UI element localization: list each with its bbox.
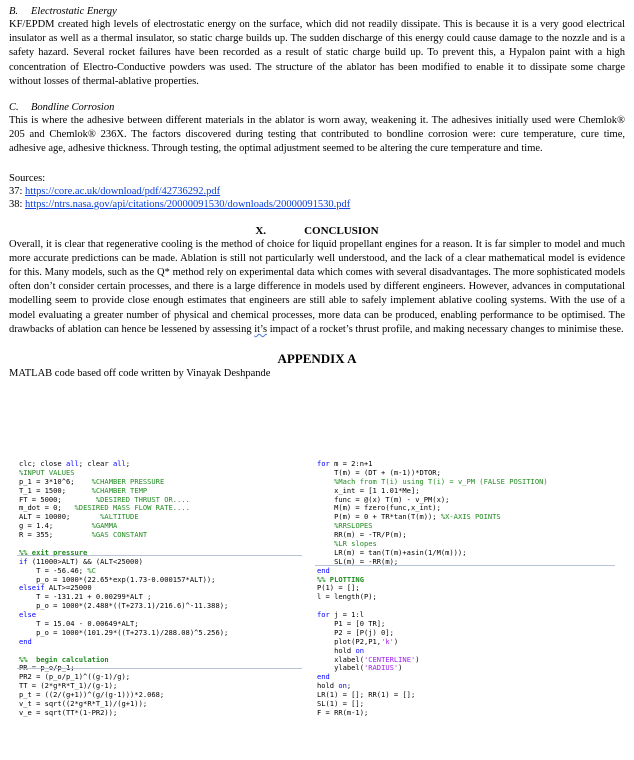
sources-label: Sources: [9, 172, 46, 184]
code-token: ) [415, 654, 420, 664]
source-link[interactable]: https://core.ac.uk/download/pdf/42736292.pdf [25, 185, 221, 197]
code-token: SL(1) = []; [317, 699, 364, 709]
code-token: p_t = ((2/(g+1))^(g/(g-1)))*2.068; [19, 690, 165, 700]
code-token: %% PLOTTING [317, 574, 364, 584]
section-c-paragraph: This is where the adhesive between different materials in the ablator is worn away, weakening it. The adhesives initially used were Chemlok® 205 and Chemlok® 236X. The factors discovered during testing that contributed to bondline corrosion were: cure temperature, cure time, adhesive age, adhesive thickness. Through testing, the optimal adjustment seemed to be altering the cure temperature and time. [9, 115, 625, 155]
code-section-divider [17, 668, 302, 669]
code-line [19, 638, 228, 647]
code-token: %X-AXIS POINTS [440, 512, 501, 522]
matlab-caption: MATLAB code based off code written by Vinayak Deshpande [9, 368, 271, 380]
code-token: else [19, 610, 37, 620]
conclusion-number: X. [255, 224, 267, 237]
code-token: %C [87, 565, 96, 575]
code-token: on [355, 645, 364, 655]
code-token: LR(m) = tan(T(m)+asin(1/M(m))); [317, 547, 467, 557]
code-token: TT = (2*g*R*T_1)/(g-1); [19, 681, 118, 691]
code-token: p_o = 1000*(2.488*((T+273.1)/216.6)^-11.388); [19, 601, 229, 611]
code-token: ) [393, 636, 399, 646]
code-line [19, 531, 228, 540]
code-token: %CHAMBER PRESSURE [91, 476, 165, 486]
section-b-title: Electrostatic Energy [31, 6, 117, 17]
code-token: 'CENTERLINE' [363, 654, 416, 664]
code-token: v_t = sqrt((2*g*R*T_1)/(g+1)); [19, 699, 148, 709]
section-c-title: Bondline Corrosion [31, 102, 115, 114]
code-token: T = -56.46; [19, 565, 88, 575]
source-number: 37: [9, 185, 23, 197]
code-token: j = 1:l [329, 610, 364, 620]
source-item [9, 185, 625, 198]
code-token: 'k' [381, 636, 394, 646]
code-token: m = 2:n+1 [329, 459, 373, 468]
conclusion-text-end: impact of a rocket’s thrust profile, and making necessary changes to minimise these. [267, 323, 624, 335]
code-token: m_dot = 0; [19, 503, 75, 513]
code-token: clc; close [19, 459, 66, 468]
code-token: elseif [19, 583, 45, 593]
code-token: end [19, 636, 32, 646]
code-token: %% begin calculation [19, 654, 109, 664]
code-token: SL(m) = -RR(m); [317, 556, 399, 566]
code-token: hold [317, 645, 356, 655]
code-token: ) [398, 663, 403, 673]
code-token: %LR slopes [334, 539, 377, 549]
code-line [317, 593, 548, 602]
code-token: p_o = 1000*(101.29*((T+273.1)/288.08)^5.256); [19, 627, 229, 637]
code-token: plot(P2,P1, [317, 636, 382, 646]
code-line [19, 602, 228, 611]
code-token: if [19, 556, 28, 566]
code-token: FT = 5000; [19, 494, 96, 504]
code-line [19, 629, 228, 638]
code-token [317, 477, 334, 486]
conclusion-text: Overall, it is clear that regenerative cooling is the method of choice for liquid propellant engines for a reason. It is far simpler to model and much more accurate predictions can be made. Ablation is still not particularly well understood, and the lack of a clear mathematical model is evidence for this. Many models, such as the Q* method rely on experimental data which comes with several disadvantages. The more sophisticated models often don’t consider certain processes, and there is a large difference in models used by different engineers. However, advances in computational modelling seem to provide close enough estimates that engineers are still able to safely implement ablative cooling systems. With the use of a model evaluating a greater number of physical and chemical processes, more data can be produced, enabling performance to be optimised. The drawbacks of ablation can hence be lessened by assessing [9, 238, 625, 335]
code-token: %Mach from T(i) using T(i) = v_PM (FALSE POSITION) [334, 476, 548, 486]
code-token: %GAS CONSTANT [91, 530, 148, 540]
code-token: P2 = [P(j) 0]; [317, 627, 394, 637]
code-token: p_1 = 3*10^6; [19, 476, 92, 486]
code-token: F = RR(m-1); [317, 707, 369, 717]
code-token: PR2 = (p_o/p_1)^((g-1)/g); [19, 672, 131, 682]
code-line [317, 709, 548, 718]
code-token: PR = p_o/p_1; [19, 663, 75, 673]
section-c-heading [9, 101, 625, 114]
code-token: %GAMMA [91, 521, 118, 531]
code-token: end [317, 672, 330, 682]
source-item [9, 198, 625, 211]
code-section-divider [17, 555, 302, 556]
code-token: T = -131.21 + 0.00299*ALT ; [19, 592, 152, 602]
code-token: ALT = 10000; [19, 512, 101, 522]
code-token: T_1 = 1500; [19, 485, 92, 495]
code-token: for [317, 459, 330, 468]
code-token: ; [346, 681, 352, 691]
code-token: x_int = [1 1.01*Me]; [317, 485, 420, 495]
code-token: LR(1) = []; RR(1) = []; [317, 690, 416, 700]
code-token: 'RADIUS' [363, 663, 399, 673]
code-token: end [317, 565, 330, 575]
code-line [317, 664, 548, 673]
code-token: %DESIRED THRUST OR.... [95, 494, 190, 504]
source-link[interactable]: https://ntrs.nasa.gov/api/citations/20000091530/downloads/20000091530.pdf [25, 198, 351, 210]
matlab-code-right-column [317, 460, 548, 718]
code-token: ylabel( [317, 663, 364, 673]
code-token: on [338, 681, 347, 691]
section-b-paragraph: KF/EPDM created high levels of electrostatic energy on the surface, which did not readily dissipate. This is because it is a very good electrical insulator as well as a thermal insulator, so static charge builds up. The sudden discharge of this energy could cause damage to the nozzle and is a safety hazard. Several rocket failures have been recorded as a result of static charge build up. To prevent this, a Hypalon paint with a high concentration of Electro-Conductive powders was used. The structure of the ablator has been modified to enable it to dissipate some charge without losses of thermal-ablative properties. [9, 19, 625, 87]
code-token: R = 355; [19, 530, 92, 540]
source-number: 38: [9, 198, 23, 210]
document-page [9, 0, 625, 380]
code-token: ALT>=25000 [44, 583, 92, 593]
code-token: l = length(P); [317, 592, 377, 602]
code-token: M(m) = fzero(func,x_int); [317, 503, 441, 513]
code-token: ; clear [78, 459, 113, 468]
code-token: for [317, 610, 330, 620]
section-b-number: B. [9, 6, 19, 17]
code-token [317, 521, 334, 530]
section-b-heading [9, 5, 625, 18]
code-token: hold [317, 681, 339, 691]
code-token: %RRSLOPES [334, 521, 373, 531]
code-token: ; [125, 459, 131, 468]
conclusion-paragraph [9, 238, 625, 337]
code-token: xlabel( [317, 654, 364, 664]
code-token: all [65, 459, 79, 468]
code-token [317, 539, 334, 548]
code-token: P(m) = 0 + TR*tan(T(m)); [317, 512, 441, 522]
code-section-divider [315, 565, 615, 566]
code-token: v_e = sqrt(TT*(1-PR2)); [19, 707, 118, 717]
conclusion-title: CONCLUSION [304, 224, 379, 237]
code-token: T = 15.04 - 0.00649*ALT; [19, 619, 139, 629]
code-token: %DESIRED MASS FLOW RATE.... [74, 503, 190, 513]
code-token: T(m) = (DT + (m-1))*DTOR; [317, 467, 441, 477]
code-token: RR(m) = -TR/P(m); [317, 530, 407, 540]
conclusion-heading [9, 224, 625, 238]
appendix-heading: APPENDIX A [277, 351, 357, 367]
matlab-code-left-column [19, 460, 228, 718]
code-token: %ALTITUDE [100, 512, 139, 522]
spellcheck-flagged-word[interactable]: it’s [254, 323, 268, 335]
code-token: P(1) = []; [317, 583, 360, 593]
section-c-number: C. [9, 102, 19, 114]
code-token: func = @(x) T(m) - v_PM(x); [317, 494, 450, 504]
code-token: P1 = [0 TR]; [317, 619, 386, 629]
code-token: %CHAMBER TEMP [91, 485, 148, 495]
code-token: g = 1.4; [19, 521, 92, 531]
code-token: (11000>ALT) && (ALT<25000) [27, 556, 143, 566]
code-token: %% exit pressure [19, 547, 88, 557]
code-line [19, 709, 228, 718]
code-token: %INPUT VALUES [19, 467, 75, 477]
code-token: p_o = 1000*(22.65*exp(1.73-0.000157*ALT)); [19, 574, 216, 584]
code-token: all [112, 459, 126, 468]
code-line [317, 673, 548, 682]
